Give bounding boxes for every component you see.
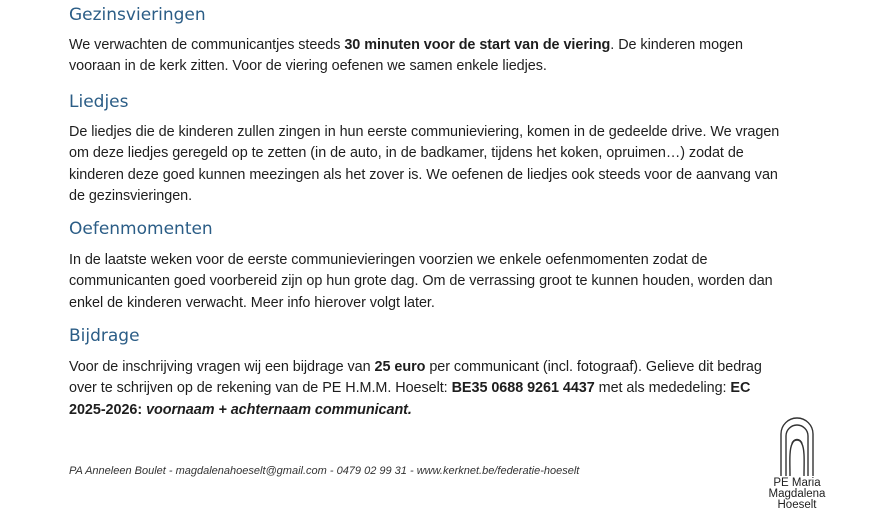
section-heading-bijdrage: Bijdrage bbox=[69, 326, 140, 346]
body-text: We verwachten de communicantjes steeds bbox=[69, 37, 345, 53]
logo-text-line-1: PE Maria bbox=[773, 477, 821, 489]
body-text: met als mededeling: bbox=[594, 380, 731, 397]
body-text: . De kinderen mogen vooraan in de kerk zitten. Voor de viering oefenen we samen enkele liedjes. bbox=[69, 37, 743, 75]
body-text: De liedjes die de kinderen zullen zingen in hun eerste communieviering, komen in de gedeelde drive. We vragen om deze liedjes geregeld op te zetten (in de auto, in de badkamer, tijdens het koken, opruimen…) zodat de kinderen deze goed kunnen meezingen als het zover is. We oefenen de liedjes ook steeds voor de aanvang van de gezinsvieringen. bbox=[69, 124, 780, 204]
body-text: per communicant (incl. fotograaf). Gelieve dit bedrag over te schrijven op de rekening van de PE H.M.M. Hoeselt: bbox=[69, 359, 762, 397]
bold-text: BE35 0688 9261 4437 bbox=[451, 380, 595, 397]
logo-text-line-3: Hoeselt bbox=[777, 499, 817, 511]
parish-logo bbox=[762, 414, 832, 524]
body-text: In de laatste weken voor de eerste communievieringen voorzien we enkele oefenmomenten zodat de communicanten goed voorbereid zijn op hun grote dag. Om de verrassing groot te kunnen houden, worden dan enkel de kinderen verwacht. Meer info hierover volgt later. bbox=[69, 252, 773, 311]
section-body-liedjes bbox=[69, 122, 789, 207]
bold-text: voornaam + achternaam communicant. bbox=[146, 401, 412, 418]
section-heading-liedjes: Liedjes bbox=[69, 92, 129, 112]
section-body-gezinsvieringen bbox=[69, 35, 789, 78]
section-body-bijdrage bbox=[69, 357, 789, 421]
body-text: Voor de inschrijving vragen wij een bijdrage van bbox=[69, 359, 375, 375]
footer-contact: PA Anneleen Boulet - magdalenahoeselt@gmail.com - 0479 02 99 31 - www.kerknet.be/federatie-hoeselt bbox=[69, 465, 580, 477]
bold-text: 25 euro bbox=[374, 359, 426, 375]
section-heading-gezinsvieringen: Gezinsvieringen bbox=[69, 5, 206, 25]
section-body-oefenmomenten bbox=[69, 250, 789, 314]
bold-text: 30 minuten voor de start van de viering bbox=[344, 37, 611, 53]
bold-text: EC 2025-2026: bbox=[69, 380, 751, 418]
logo-text-line-2: Magdalena bbox=[768, 488, 826, 500]
madonna-arch-icon bbox=[777, 414, 817, 478]
section-heading-oefenmomenten: Oefenmomenten bbox=[69, 219, 213, 239]
